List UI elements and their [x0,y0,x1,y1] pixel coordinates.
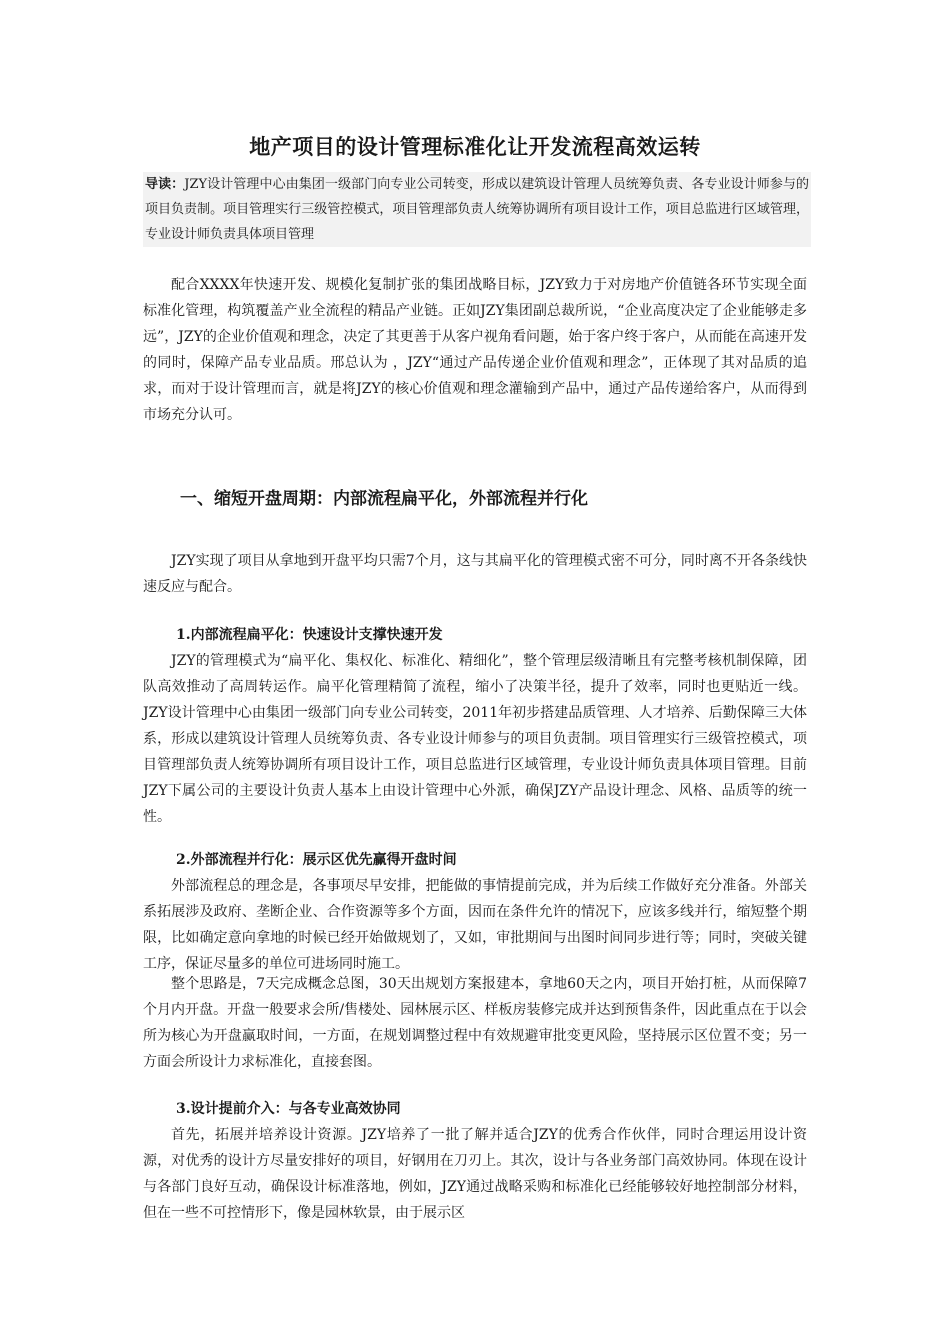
subsection-heading-1: 1.内部流程扁平化：快速设计支撑快速开发 [176,627,443,643]
subsection1-paragraph: JZY的管理模式为“扁平化、集权化、标准化、精细化”，整个管理层级清晰且有完整考核机制保障，团队高效推动了高周转运作。扁平化管理精简了流程，缩小了决策半径，提升了效率，同时也更贴近一线。JZY设计管理中心由集团一级部门向专业公司转变，2011年初步搭建品质管理、人才培养、后勤保障三大体系，形成以建筑设计管理人员统筹负责、各专业设计师参与的项目负责制。项目管理实行三级管控模式，项目管理部负责人统筹协调所有项目设计工作，项目总监进行区域管理，专业设计师负责具体项目管理。目前JZY下属公司的主要设计负责人基本上由设计管理中心外派，确保JZY产品设计理念、风格、品质等的统一性。 [143,653,807,825]
lead-summary [143,172,811,247]
document-title: 地产项目的设计管理标准化让开发流程高效运转 [249,135,701,159]
lead-label: 导读： [145,177,185,192]
subsection-heading-2: 2.外部流程并行化：展示区优先赢得开盘时间 [176,852,457,868]
subsection-heading-3: 3.设计提前介入：与各专业高效协同 [176,1101,401,1117]
subsection2-paragraph-1: 外部流程总的理念是，各事项尽早安排，把能做的事情提前完成，并为后续工作做好充分准备。外部关系拓展涉及政府、垄断企业、合作资源等多个方面，因而在条件允许的情况下，应该多线并行，缩短整个期限，比如确定意向拿地的时候已经开始做规划了，又如，审批期间与出图时间同步进行等；同时，突破关键工序，保证尽量多的单位可进场同时施工。 [143,878,807,972]
intro-paragraph: 配合XXXX年快速开发、规模化复制扩张的集团战略目标，JZY致力于对房地产价值链各环节实现全面标准化管理，构筑覆盖产业全流程的精品产业链。正如JZY集团副总裁所说，“企业高度决定了企业能够走多远”，JZY的企业价值观和理念，决定了其更善于从客户视角看问题，始于客户终于客户，从而能在高速开发的同时，保障产品专业品质。邢总认为 ，JZY“通过产品传递企业价值观和理念”，正体现了其对品质的追求，而对于设计管理而言，就是将JZY的核心价值观和理念灌输到产品中，通过产品传递给客户，从而得到市场充分认可。 [143,277,807,423]
section1-intro-paragraph: JZY实现了项目从拿地到开盘平均只需7个月，这与其扁平化的管理模式密不可分，同时离不开各条线快速反应与配合。 [143,553,807,595]
lead-text: JZY设计管理中心由集团一级部门向专业公司转变，形成以建筑设计管理人员统筹负责、各专业设计师参与的项目负责制。项目管理实行三级管控模式，项目管理部负责人统筹协调所有项目设计工作，项目总监进行区域管理，专业设计师负责具体项目管理 [145,177,809,242]
section-heading-1: 一、缩短开盘周期：内部流程扁平化，外部流程并行化 [180,489,588,509]
subsection2-paragraph-2: 整个思路是，7天完成概念总图，30天出规划方案报建本，拿地60天之内，项目开始打桩，从而保障7个月内开盘。开盘一般要求会所/售楼处、园林展示区、样板房装修完成并达到预售条件，因此重点在于以会所为核心为开盘赢取时间，一方面，在规划调整过程中有效规避审批变更风险，坚持展示区位置不变；另一方面会所设计力求标准化，直接套图。 [143,976,807,1070]
subsection3-paragraph: 首先，拓展并培养设计资源。JZY培养了一批了解并适合JZY的优秀合作伙伴，同时合理运用设计资源，对优秀的设计方尽量安排好的项目，好钢用在刀刃上。其次，设计与各业务部门高效协同。体现在设计与各部门良好互动，确保设计标准落地，例如，JZY通过战略采购和标准化已经能够较好地控制部分材料，但在一些不可控情形下，像是园林软景，由于展示区 [143,1127,807,1221]
